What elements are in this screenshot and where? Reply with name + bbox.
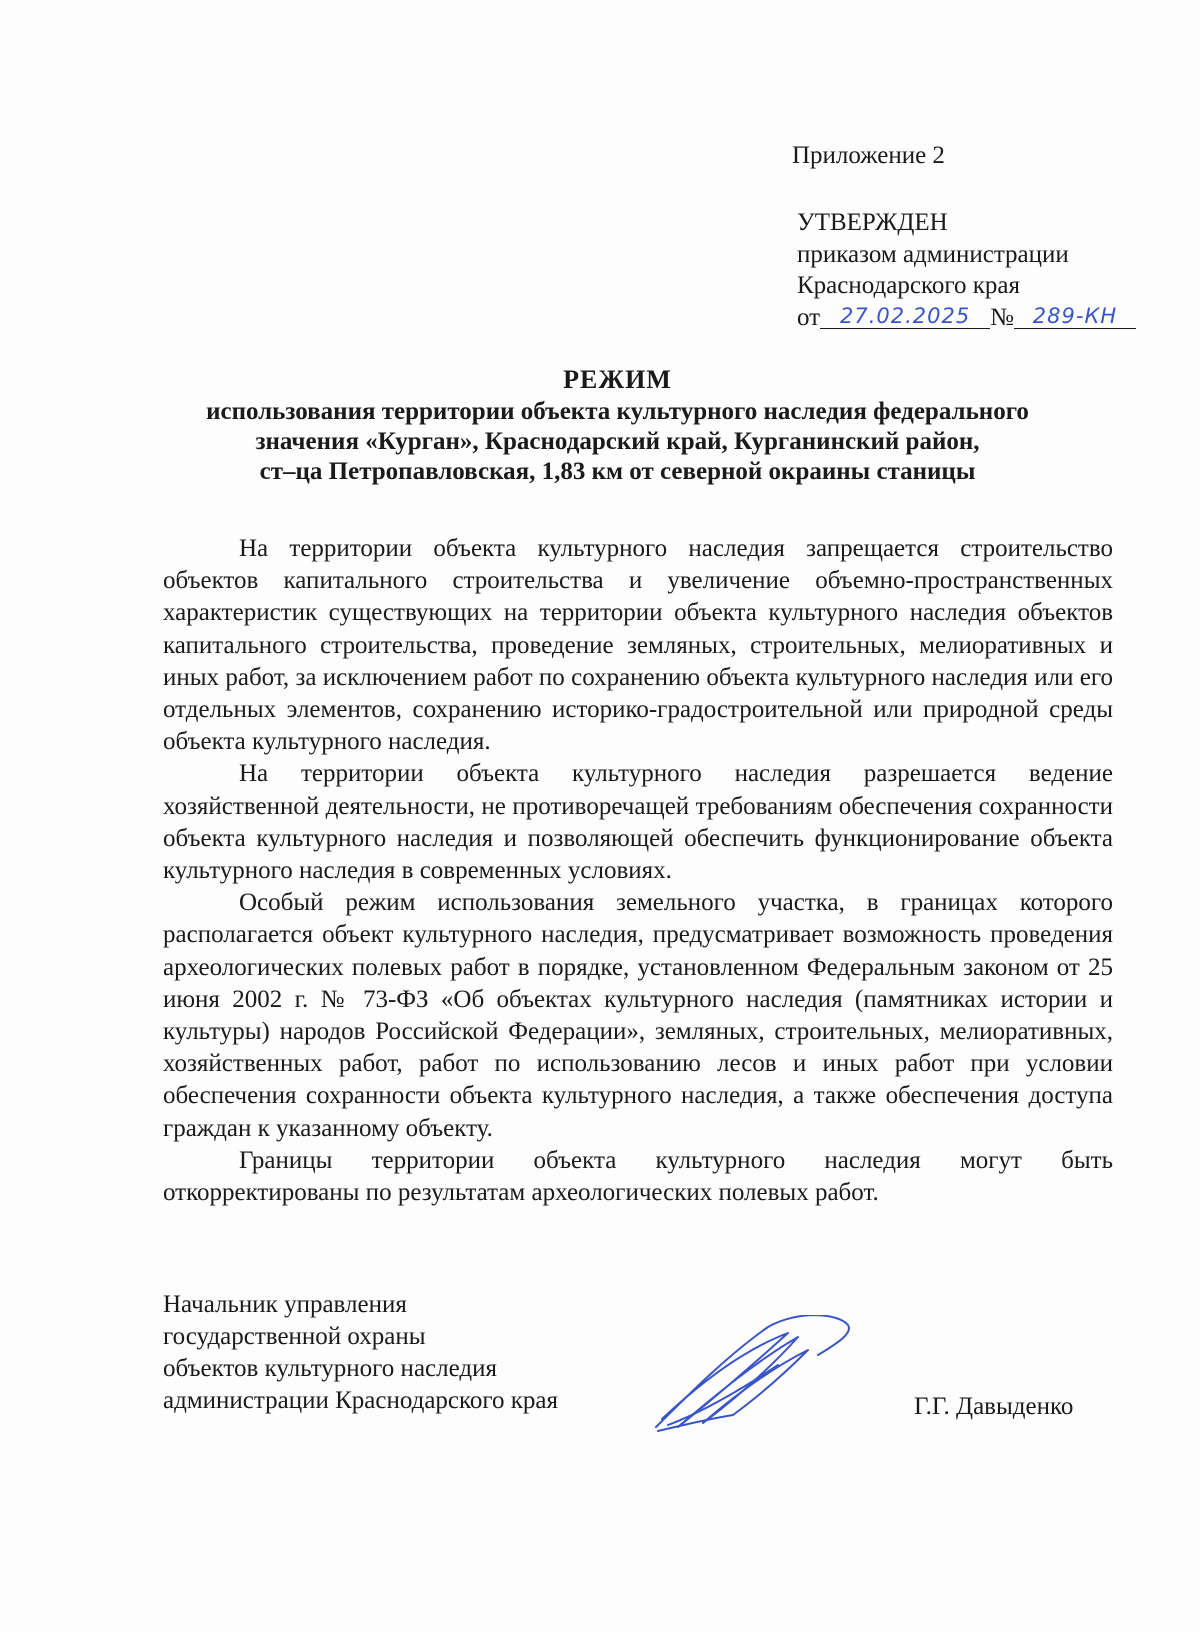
title-line-3: ст–ца Петропавловская, 1,83 км от северной окраины станицы: [259, 458, 976, 485]
position-line-3: объектов культурного наследия: [163, 1355, 497, 1382]
position-line-2: государственной охраны: [163, 1323, 426, 1350]
paragraph-3: Особый режим использования земельного участка, в границах которого располагается объект культурного наследия, предусматривает возможность проведения археологических полевых работ в порядке, установленном Федеральным законом от 25 июня 2002 г. № 73-ФЗ «Об объектах культурного наследия (памятниках истории и культуры) народов Российской Федерации», земляных, строительных, мелиоративных, хозяйственных работ, работ по использованию лесов и иных работ при условии обеспечения сохранности объекта культурного наследия, а также обеспечения доступа граждан к указанному объекту.: [163, 889, 1113, 1142]
appendix-label: Приложение 2: [792, 142, 945, 169]
paragraph-4: Границы территории объекта культурного наследия могут быть откорректированы по результатам археологических полевых работ.: [163, 1146, 1113, 1207]
approved-by-line-1: приказом администрации: [797, 240, 1069, 268]
paragraph-1: На территории объекта культурного наследия запрещается строительство объектов капитального строительства и увеличение объемно-пространственных характеристик существующих на территории объекта культурного наследия объектов капитального строительства, проведение земляных, строительных, мелиоративных и иных работ, за исключением работ по сохранению объекта культурного наследия или его отдельных элементов, сохранению историко-градостроительной или природной среды объекта культурного наследия.: [163, 535, 1113, 756]
approved-by-line-2: Краснодарского края: [797, 272, 1020, 299]
signer-name: Г.Г. Давыденко: [914, 1393, 1074, 1420]
handwritten-signature: [648, 1315, 863, 1435]
approval-block: [797, 207, 1136, 333]
document-title: [150, 365, 1085, 487]
handwritten-order-date: 27.02.2025: [820, 304, 990, 329]
paragraph-2: На территории объекта культурного наследия разрешается ведение хозяйственной деятельности, не противоречащей требованиям обеспечения сохранности объекта культурного наследия и позволяющей обеспечить функционирование объекта культурного наследия в современных условиях.: [163, 760, 1113, 885]
date-prefix: от: [797, 303, 821, 331]
title-main: РЕЖИМ: [563, 365, 672, 394]
position-line-4: администрации Краснодарского края: [163, 1387, 559, 1414]
number-sign: №: [990, 303, 1014, 331]
title-line-1: использования территории объекта культурного наследия федерального: [206, 398, 1029, 425]
signatory-position: [163, 1289, 558, 1417]
order-date-number-line: [797, 302, 1136, 334]
position-line-1: Начальник управления: [163, 1291, 407, 1318]
handwritten-order-number: 289-КН: [1014, 304, 1136, 329]
title-line-2: значения «Курган», Краснодарский край, Курганинский район,: [255, 428, 980, 455]
approved-heading: УТВЕРЖДЕН: [797, 209, 948, 236]
body-text: [163, 533, 1113, 1209]
